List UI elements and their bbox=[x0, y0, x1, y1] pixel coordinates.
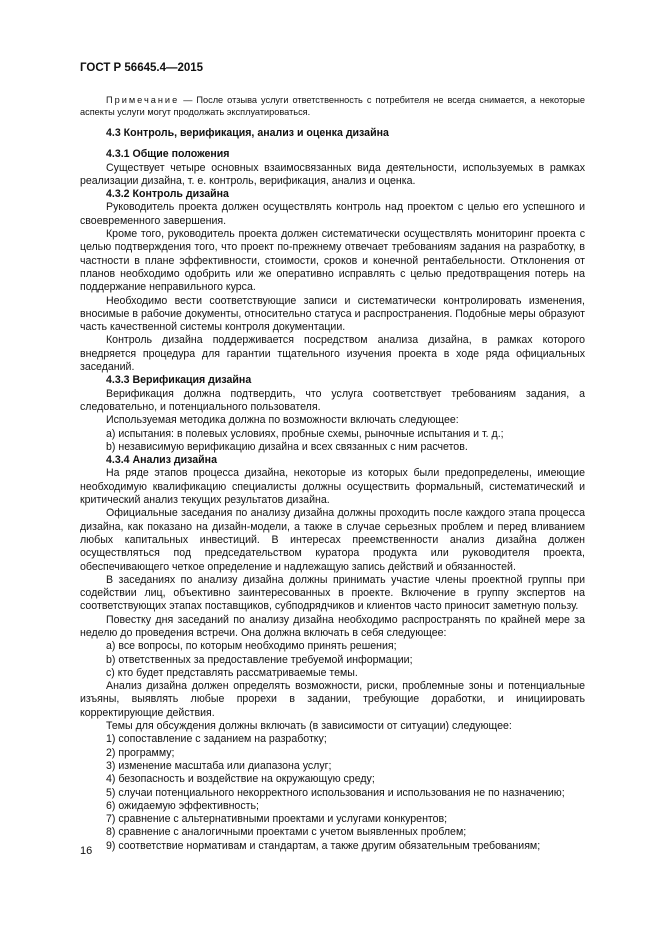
subsection-heading: 4.3.2 Контроль дизайна bbox=[106, 188, 229, 201]
paragraph: Официальные заседания по анализу дизайна должны проходить после каждого этапа процесса дизайна, как показано на дизайн-модели, а также в случае серьезных проблем и перед вливанием любых капитальных инвестиций. В интересах преемственности анализ дизайна должен осуществляться под председательством куратора продукта или руководителя проекта, обеспечивающего четкое определение и надлежащую запись действий и обязанностей. bbox=[80, 507, 585, 573]
list-item: с) кто будет представлять рассматриваемые темы. bbox=[106, 666, 358, 679]
subsection-heading: 4.3.1 Общие положения bbox=[106, 148, 230, 161]
list-item: 4) безопасность и воздействие на окружающую среду; bbox=[106, 773, 375, 786]
standard-header: ГОСТ Р 56645.4—2015 bbox=[80, 62, 204, 74]
list-item: 9) соответствие нормативам и стандартам, а также другим обязательным требованиям; bbox=[106, 839, 541, 852]
paragraph: На ряде этапов процесса дизайна, некоторые из которых были предопределены, имеющие необходимую квалификацию специалисты должны осуществить формальный, систематический и критический анализ текущих результатов дизайна. bbox=[80, 467, 585, 507]
list-item: b) ответственных за предоставление требуемой информации; bbox=[106, 653, 413, 666]
page-number: 16 bbox=[80, 845, 93, 857]
list-item: b) независимую верификацию дизайна и всех связанных с ним расчетов. bbox=[106, 440, 468, 453]
note-label: Примечание bbox=[106, 95, 180, 105]
list-item: 1) сопоставление с заданием на разработку; bbox=[106, 733, 327, 746]
note-paragraph bbox=[80, 94, 585, 118]
paragraph: В заседаниях по анализу дизайна должны принимать участие члены проектной группы при содействии лиц, объективно заинтересованных в проекте. Включение в группу экспертов на соответствующих этапах поставщиков, субподрядчиков и клиентов часто приносит заметную пользу. bbox=[80, 573, 585, 613]
list-item: 6) ожидаемую эффективность; bbox=[106, 799, 259, 812]
paragraph: Существует четыре основных взаимосвязанных вида деятельности, используемых в рамках реализации дизайна, т. е. контроль, верификация, анализ и оценка. bbox=[80, 161, 585, 187]
note-text: — После отзыва услуги ответственность с потребителя не всегда снимается, а некоторые аспекты услуги могут продолжать эксплуатироваться. bbox=[80, 95, 585, 117]
list-item: а) испытания: в полевых условиях, пробные схемы, рыночные испытания и т. д.; bbox=[106, 427, 504, 440]
paragraph: Анализ дизайна должен определять возможности, риски, проблемные зоны и потенциальные изъяны, выявлять любые прорехи в задании, требующие доработки, и инициировать корректирующие действия. bbox=[80, 680, 585, 719]
paragraph: Необходимо вести соответствующие записи и систематически контролировать изменения, вносимые в рабочие документы, относительно статуса и распространения. Подобные меры образуют часть качественной системы контроля документации. bbox=[80, 294, 585, 334]
section-heading: 4.3 Контроль, верификация, анализ и оценка дизайна bbox=[106, 127, 389, 139]
list-item: 7) сравнение с альтернативными проектами и услугами конкурентов; bbox=[106, 813, 448, 826]
paragraph: Темы для обсуждения должны включать (в зависимости от ситуации) следующее: bbox=[106, 720, 512, 733]
paragraph: Используемая методика должна по возможности включать следующее: bbox=[106, 414, 459, 427]
paragraph: Повестку дня заседаний по анализу дизайна необходимо распространять по крайней мере за неделю до проведения встречи. Она должна включать в себя следующее: bbox=[80, 613, 585, 639]
paragraph: Контроль дизайна поддерживается посредством анализа дизайна, в рамках которого внедряется процедура для гарантии тщательного изучения проекта в ходе ряда официальных заседаний. bbox=[80, 334, 585, 374]
paragraph: Кроме того, руководитель проекта должен систематически осуществлять мониторинг проекта с целью подтверждения того, что проект по-прежнему отвечает требованиям задания на разработку, в частности в плане эффективности, стоимости, сроков и конечной рентабельности. Отклонения от планов необходимо одобрить или же оперативно исправлять с целью предотвращения потерь на поддержание неправильного курса. bbox=[80, 228, 585, 294]
paragraph: Верификация должна подтвердить, что услуга соответствует требованиям задания, а следовательно, и потенциального пользователя. bbox=[80, 387, 585, 413]
list-item: 3) изменение масштаба или диапазона услуг; bbox=[106, 759, 332, 772]
list-item: 2) программу; bbox=[106, 746, 175, 759]
list-item: 5) случаи потенциального некорректного использования и использования не по назначению; bbox=[106, 786, 565, 799]
subsection-heading: 4.3.3 Верификация дизайна bbox=[106, 374, 252, 387]
body-text bbox=[80, 94, 585, 853]
list-item: 8) сравнение с аналогичными проектами с учетом выявленных проблем; bbox=[106, 826, 467, 839]
paragraph: Руководитель проекта должен осуществлять контроль над проектом с целью его успешного и своевременного завершения. bbox=[80, 201, 585, 227]
subsection-heading: 4.3.4 Анализ дизайна bbox=[106, 454, 217, 467]
list-item: а) все вопросы, по которым необходимо принять решения; bbox=[106, 640, 397, 653]
